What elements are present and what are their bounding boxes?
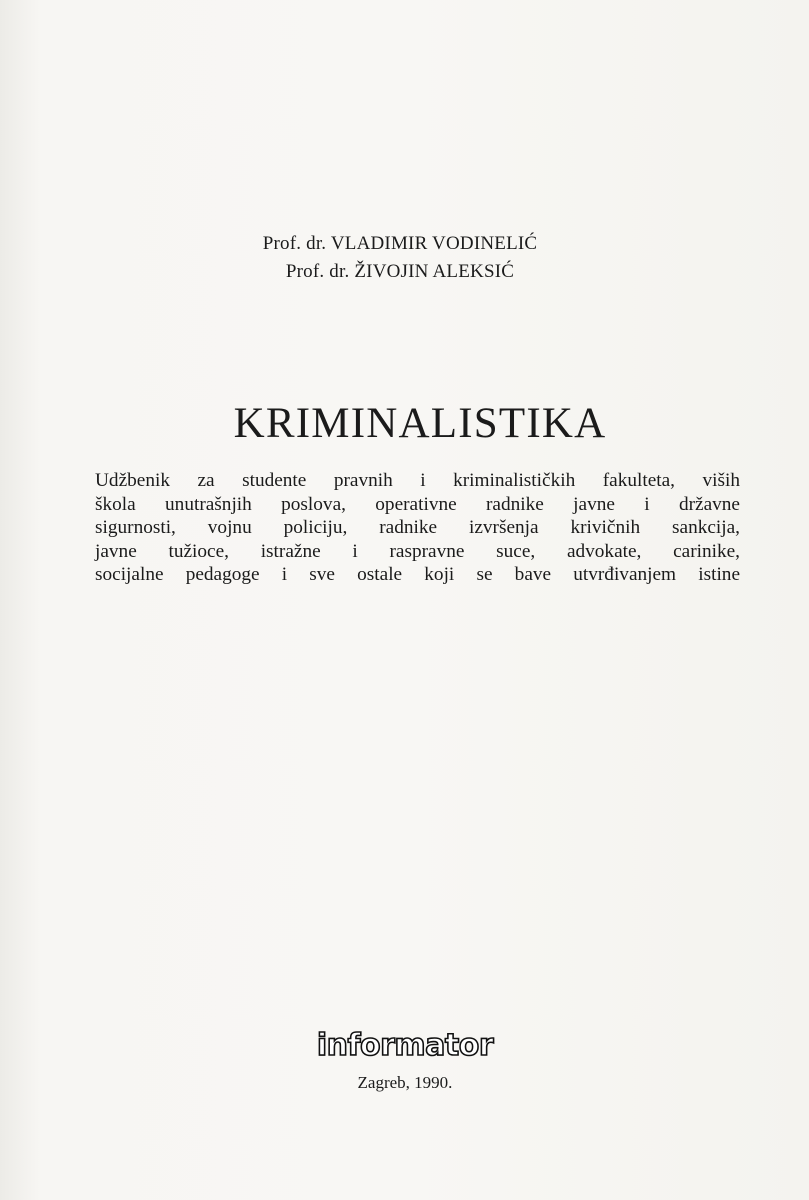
subtitle-line-4: javne tužioce, istražne i raspravne suce, advokate, carinike, bbox=[95, 540, 740, 562]
author-1: Prof. dr. VLADIMIR VODINELIĆ bbox=[262, 233, 538, 254]
book-subtitle bbox=[95, 469, 740, 587]
author-2: Prof. dr. ŽIVOJIN ALEKSIĆ bbox=[285, 261, 515, 282]
subtitle-line-2: škola unutrašnjih poslova, operativne radnike javne i državne bbox=[95, 493, 740, 515]
authors-block bbox=[200, 230, 600, 286]
publication-place-year: Zagreb, 1990. bbox=[357, 1073, 453, 1092]
subtitle-line-1: Udžbenik za studente pravnih i kriminalističkih fakulteta, viših bbox=[95, 470, 740, 491]
publisher-logo: informator bbox=[316, 1028, 494, 1063]
publisher-block bbox=[300, 1028, 510, 1094]
book-title: KRIMINALISTIKA bbox=[233, 400, 607, 447]
subtitle-line-3: sigurnosti, vojnu policiju, radnike izvršenja krivičnih sankcija, bbox=[95, 517, 740, 539]
subtitle-line-5: socijalne pedagoge i sve ostale koji se bave utvrđivanjem istine bbox=[95, 564, 740, 586]
